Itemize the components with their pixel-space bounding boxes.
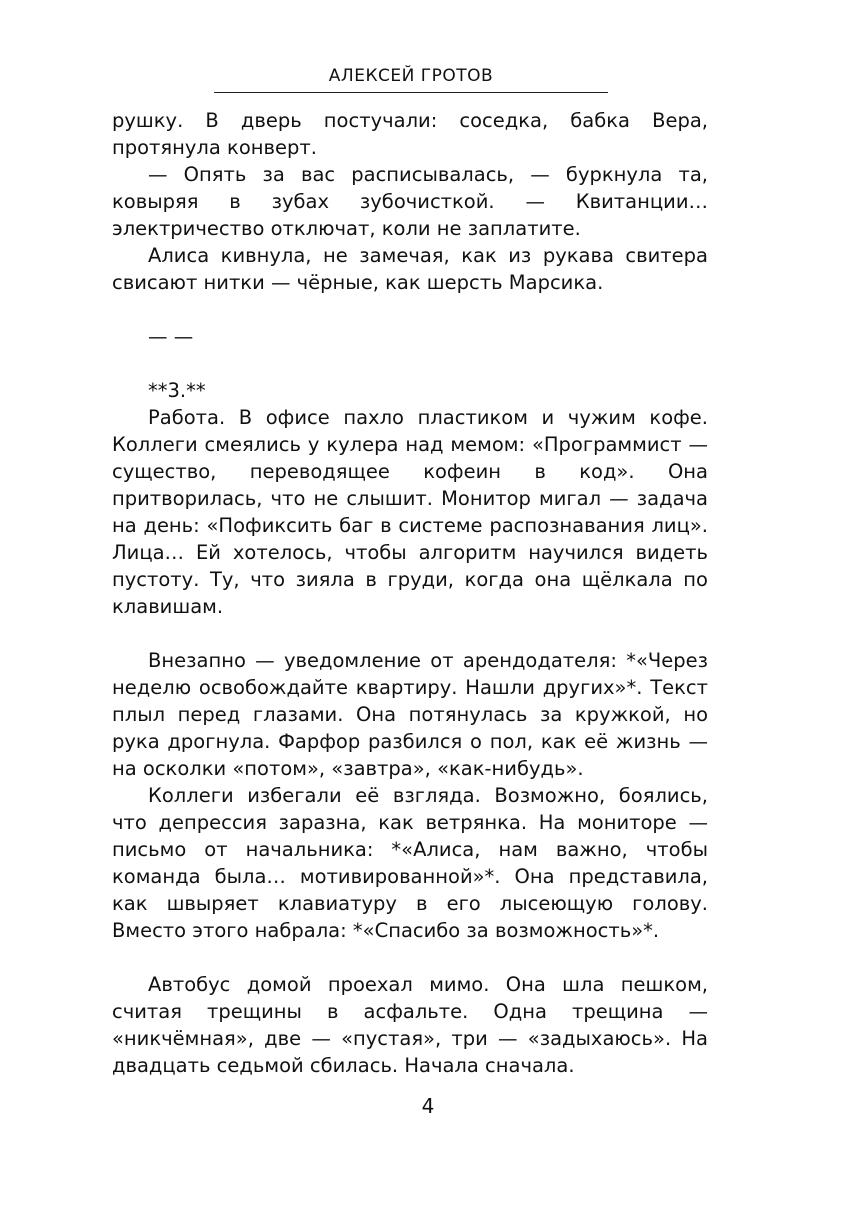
blank-line bbox=[112, 944, 708, 971]
paragraph: Коллеги избегали её взгляда. Возможно, боялись, что депрессия заразна, как ветрянка. На мониторе — письмо от начальника: *«Алиса, нам важно, чтобы команда была… мотивированной»*. Она представила, как швыряет клавиатуру в его лысеющую голову. Вместо этого набрала: *«Спасибо за возможность»*. bbox=[112, 784, 708, 942]
page-number: 4 bbox=[421, 1094, 435, 1118]
paragraph: Автобус домой проехал мимо. Она шла пешком, считая трещины в асфальте. Одна трещина — «никчёмная», две — «пустая», три — «задыхаюсь». На двадцать седьмой сбилась. Начала сначала. bbox=[112, 973, 708, 1077]
scene-break: — — bbox=[148, 325, 194, 348]
paragraph: Работа. В офисе пахло пластиком и чужим кофе. Коллеги смеялись у кулера над мемом: «Программист — существо, переводящее кофеин в код». Она притворилась, что не слышит. Монитор мигал — задача на день: «Пофиксить баг в системе распознавания лиц». Лица… Ей хотелось, чтобы алгоритм научился видеть пустоту. Ту, что зияла в груди, когда она щёлкала по клавишам. bbox=[112, 406, 708, 618]
chapter-heading: **3.** bbox=[148, 379, 206, 402]
body-text bbox=[112, 107, 708, 1079]
blank-line bbox=[112, 620, 708, 647]
blank-line bbox=[112, 350, 708, 377]
paragraph: — Опять за вас расписывалась, — буркнула та, ковыряя в зубах зубочисткой. — Квитанции… электричество отключат, коли не заплатите. bbox=[112, 163, 708, 240]
paragraph: рушку. В дверь постучали: соседка, бабка Вера, протянула конверт. bbox=[112, 109, 708, 159]
header-rule bbox=[214, 92, 608, 93]
blank-line bbox=[112, 296, 708, 323]
running-header-author: АЛЕКСЕЙ ГРОТОВ bbox=[328, 66, 494, 86]
paragraph: Внезапно — уведомление от арендодателя: *«Через неделю освобождайте квартиру. Нашли других»*. Текст плыл перед глазами. Она потянулась за кружкой, но рука дрогнула. Фарфор разбился о пол, как её жизнь — на осколки «потом», «завтра», «как-нибудь». bbox=[112, 649, 708, 780]
paragraph: Алиса кивнула, не замечая, как из рукава свитера свисают нитки — чёрные, как шерсть Марсика. bbox=[112, 244, 708, 294]
